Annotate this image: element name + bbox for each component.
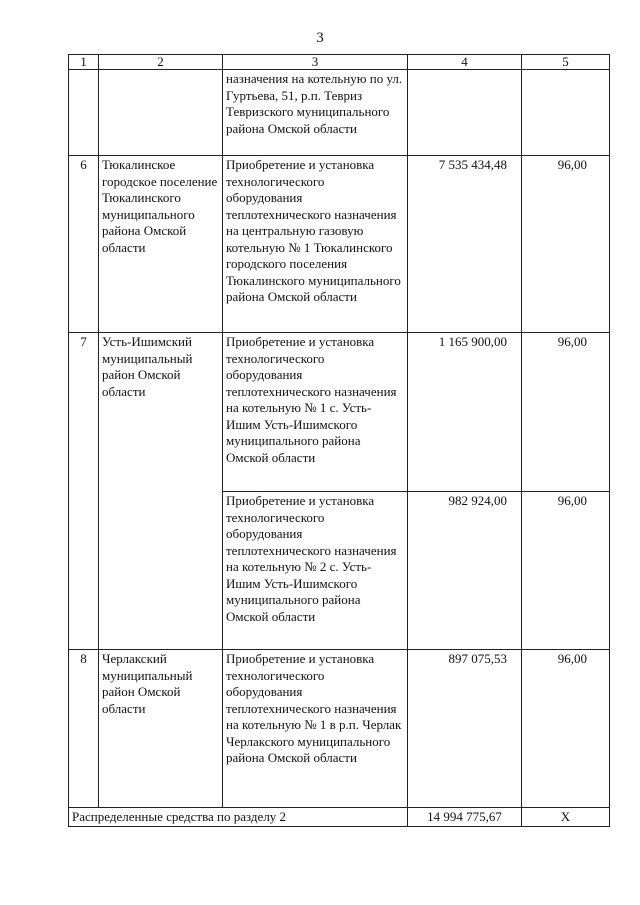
- amount-cell: 982 924,00: [408, 492, 522, 650]
- allocation-table: [68, 54, 610, 827]
- header-row: [69, 55, 610, 70]
- header-col-3: 3: [223, 55, 408, 70]
- total-mark: Х: [522, 808, 610, 827]
- row-number: 8: [69, 650, 99, 808]
- header-col-4: 4: [408, 55, 522, 70]
- row-number: 6: [69, 156, 99, 333]
- table-row: [69, 650, 610, 808]
- header-col-5: 5: [522, 55, 610, 70]
- table-row: [69, 156, 610, 333]
- total-label: Распределенные средства по разделу 2: [69, 808, 408, 827]
- row-number: 7: [69, 333, 99, 650]
- percent-cell: 96,00: [522, 650, 610, 808]
- header-col-2: 2: [99, 55, 223, 70]
- page-number: 3: [316, 30, 324, 46]
- amount-cell: 7 535 434,48: [408, 156, 522, 333]
- measure-description: Приобретение и установка технологического оборудования теплотехнического назначения на котельную № 1 с. Усть-Ишим Усть-Ишимского муниципального района Омской области: [223, 333, 408, 492]
- entity-name: Черлакский муниципальный район Омской области: [99, 650, 223, 808]
- entity-name: Тюкалинское городское поселение Тюкалинского муниципального района Омской области: [99, 156, 223, 333]
- percent-cell: [522, 70, 610, 156]
- entity-name: Усть-Ишимский муниципальный район Омской области: [99, 333, 223, 650]
- measure-description: Приобретение и установка технологического оборудования теплотехнического назначения на центральную газовую котельную № 1 Тюкалинского городского поселения Тюкалинского муниципального района Омской области: [223, 156, 408, 333]
- measure-description: Приобретение и установка технологического оборудования теплотехнического назначения на котельную № 1 в р.п. Черлак Черлакского муниципального района Омской области: [223, 650, 408, 808]
- table-row: [69, 70, 610, 156]
- percent-cell: 96,00: [522, 492, 610, 650]
- measure-description: Приобретение и установка технологического оборудования теплотехнического назначения на котельную № 2 с. Усть-Ишим Усть-Ишимского муниципального района Омской области: [223, 492, 408, 650]
- table-row: [69, 333, 610, 492]
- percent-cell: 96,00: [522, 333, 610, 492]
- amount-cell: 897 075,53: [408, 650, 522, 808]
- amount-cell: [408, 70, 522, 156]
- amount-cell: 1 165 900,00: [408, 333, 522, 492]
- total-row: [69, 808, 610, 827]
- header-col-1: 1: [69, 55, 99, 70]
- entity-name: [99, 70, 223, 156]
- row-number: [69, 70, 99, 156]
- total-amount: 14 994 775,67: [408, 808, 522, 827]
- measure-description: назначения на котельную по ул. Гуртьева, 51, р.п. Тевриз Тевризского муниципального района Омской области: [223, 70, 408, 156]
- percent-cell: 96,00: [522, 156, 610, 333]
